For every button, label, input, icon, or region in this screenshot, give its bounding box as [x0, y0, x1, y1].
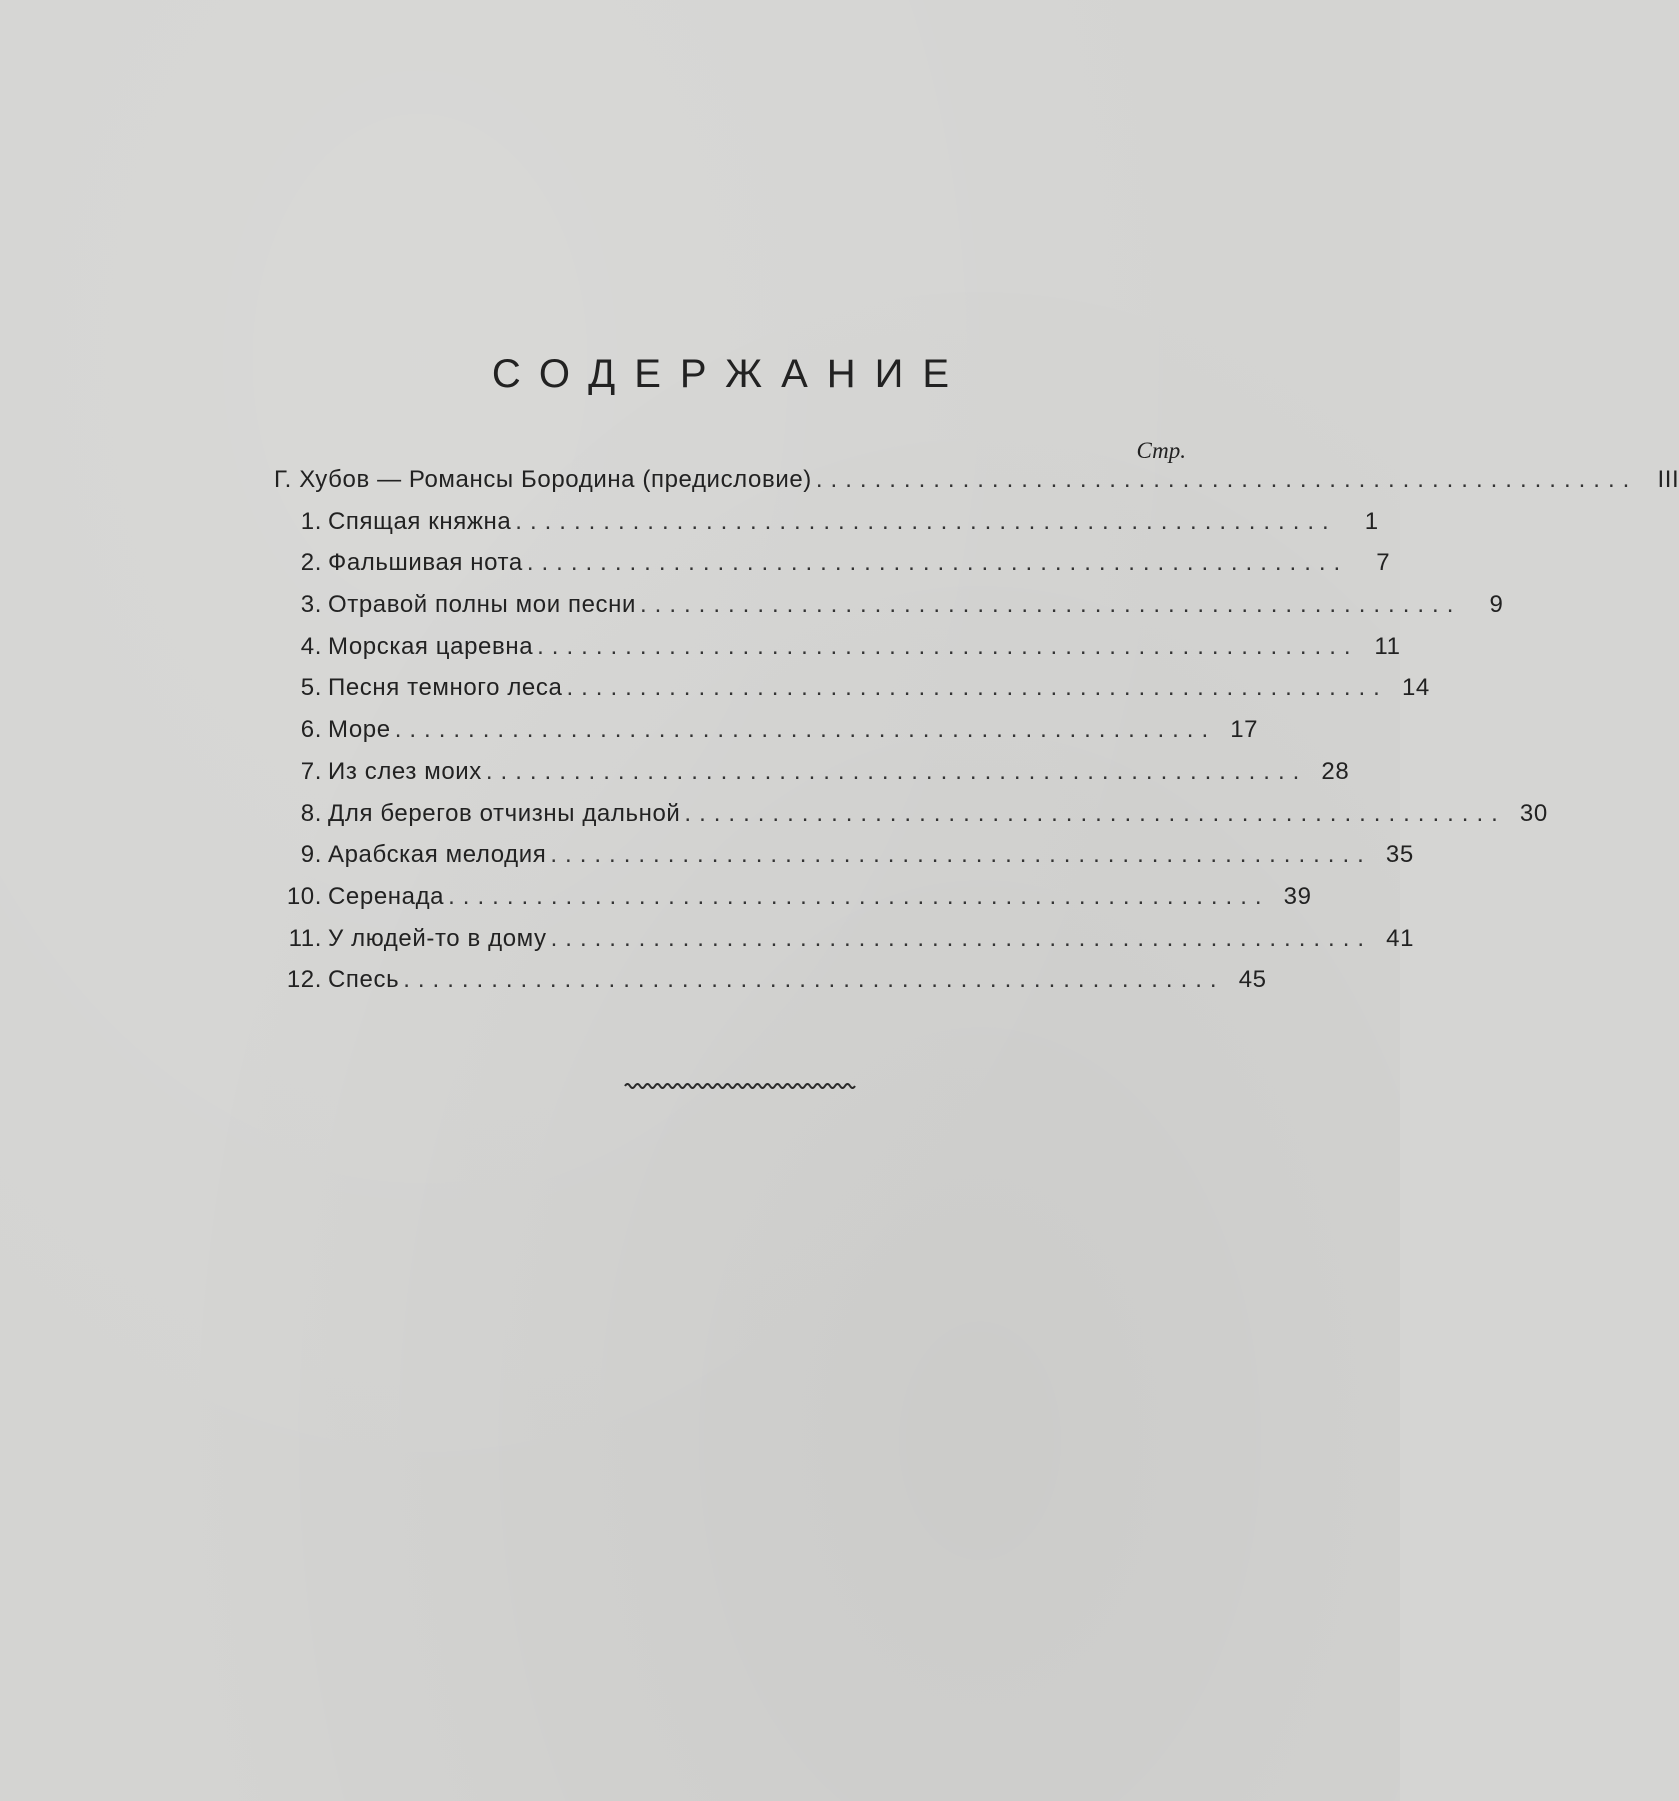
toc-entry-page: 35 [1385, 841, 1414, 869]
toc-entry-title: Арабская мелодия [328, 841, 547, 869]
toc-entry [274, 757, 1350, 800]
dot-leader: ........................................................ [394, 716, 1217, 744]
toc-entry-title: Фальшивая нота [328, 549, 523, 577]
toc-entry-title: Г. Хубов — Романсы Бородина (предисловие) [274, 466, 812, 493]
toc-entry-title: Море [328, 716, 391, 744]
dot-leader: ........................................................ [515, 507, 1337, 535]
toc-entry [274, 591, 1504, 633]
toc-entry-title: Морская царевна [328, 632, 534, 660]
toc-entry-title: Спесь [328, 966, 400, 994]
dot-leader: ........................................................ [639, 591, 1462, 619]
table-of-contents [274, 466, 1679, 1008]
toc-entry-number: 2. [300, 549, 322, 577]
toc-entry-number: 9. [300, 841, 322, 869]
toc-entry-title: Для берегов отчизны дальной [328, 799, 681, 827]
toc-entry-title: Спящая княжна [328, 507, 512, 535]
toc-entry-number: 10. [286, 882, 322, 910]
dot-leader: ........................................................ [550, 841, 1372, 869]
toc-entry-page: 45 [1238, 966, 1267, 994]
dot-leader: ........................................................ [815, 466, 1638, 493]
toc-entry-page: 1 [1364, 507, 1379, 535]
toc-entry-title: У людей-то в дому [328, 924, 547, 952]
toc-entry [274, 841, 1414, 883]
toc-entry-number: 6. [300, 716, 322, 744]
dot-leader: ........................................................ [537, 632, 1359, 660]
page-title: СОДЕРЖАНИЕ [491, 352, 969, 396]
dot-leader: ........................................................ [448, 882, 1270, 910]
toc-entry-page: 9 [1489, 591, 1504, 619]
toc-entry-page: 7 [1376, 549, 1391, 577]
toc-entry-page: 30 [1519, 799, 1548, 827]
dot-leader: ........................................................ [403, 966, 1225, 994]
toc-entry-page: 28 [1321, 757, 1350, 785]
toc-entry-number: 4. [300, 632, 322, 660]
toc-entry [274, 549, 1391, 591]
toc-entry-number: 1. [300, 507, 322, 535]
toc-entry-page: 14 [1401, 674, 1430, 702]
toc-entry [274, 966, 1267, 1008]
toc-entry [274, 507, 1379, 550]
dot-leader: ........................................................ [526, 549, 1349, 577]
toc-entry-page: 39 [1283, 882, 1312, 910]
toc-entry-page: 11 [1374, 632, 1401, 660]
toc-entry-title: Серенада [328, 882, 445, 910]
toc-entry [274, 924, 1415, 967]
dot-leader: ........................................................ [550, 924, 1373, 952]
toc-entry [274, 882, 1312, 925]
toc-entry-number: 11. [288, 924, 322, 952]
toc-entry-number: 12. [286, 966, 322, 994]
toc-entry-number: 5. [300, 674, 322, 702]
toc-entry-page: 41 [1386, 924, 1415, 952]
toc-entry-title: Из слез моих [328, 757, 482, 785]
toc-entry [274, 799, 1548, 842]
toc-entry-title: Песня темного леса [328, 674, 563, 702]
toc-entry [274, 674, 1430, 716]
toc-entry-number: 8. [300, 799, 322, 827]
dot-leader: ........................................................ [684, 799, 1506, 827]
toc-entry-number: 3. [300, 591, 322, 619]
toc-entry [274, 632, 1401, 675]
page-column-label: Стр. [1136, 438, 1186, 463]
dot-leader: ........................................................ [566, 674, 1388, 702]
wavy-divider-ornament [625, 1080, 855, 1092]
toc-entry-number: 7. [300, 757, 322, 785]
toc-entry [274, 716, 1259, 758]
toc-entry-page: III [1657, 466, 1679, 493]
toc-entry-title: Отравой полны мои песни [328, 591, 636, 619]
dot-leader: ........................................................ [485, 757, 1308, 785]
toc-entry [274, 466, 1679, 508]
toc-entry-page: 17 [1230, 716, 1259, 744]
